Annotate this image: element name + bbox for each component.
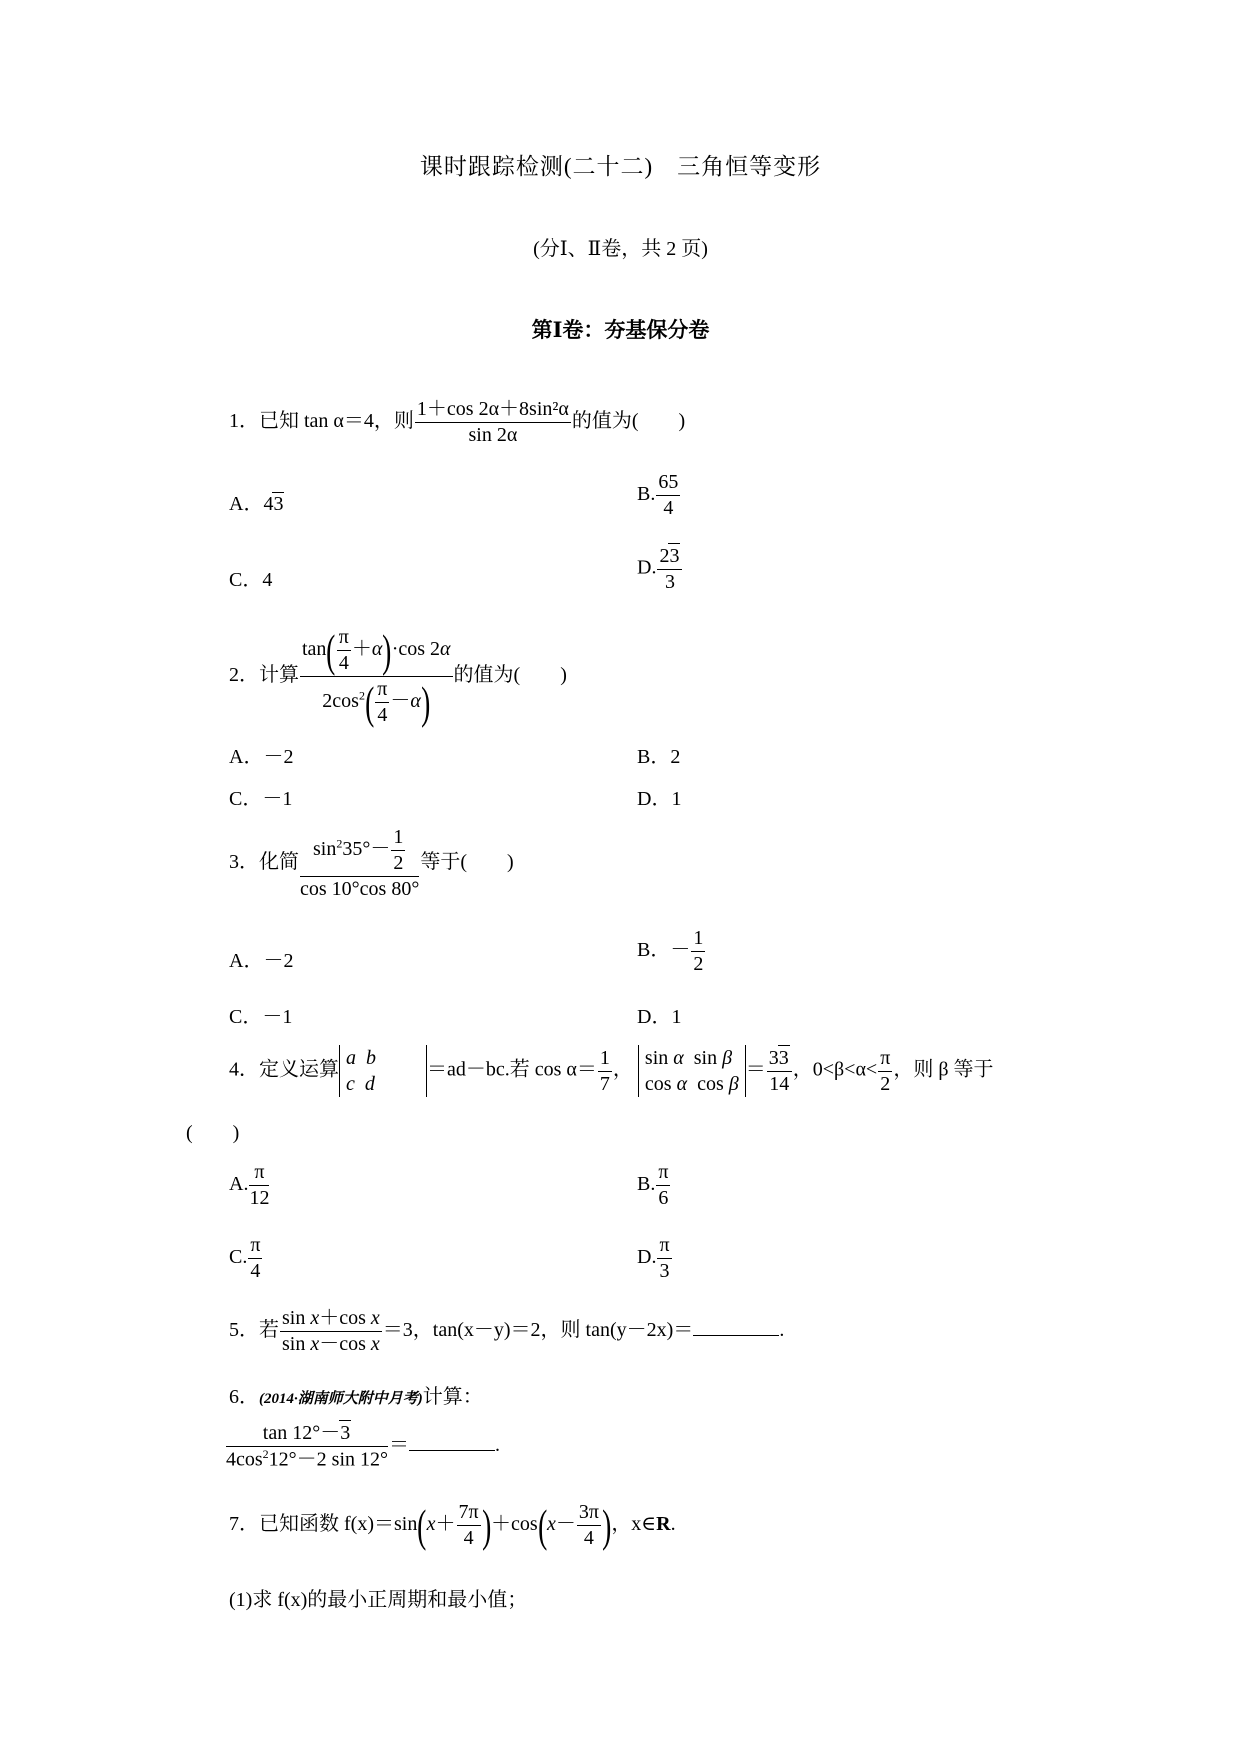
question-number: 3． (229, 851, 259, 874)
question-text: 的值为( ) (571, 410, 686, 433)
option-c[interactable]: C．－1 (229, 1006, 293, 1028)
option-b[interactable]: B. $\frac{65}{4}$ (637, 471, 679, 519)
question-number: 5． (229, 1319, 259, 1342)
question-7: 7．已知函数 f(x)＝sin(x＋ $\frac{7\pi}{4}$ )＋cos(x－ $\frac{3\pi}{4}$ )，x∈R. (229, 1499, 676, 1551)
option-d[interactable]: D．1 (637, 788, 682, 810)
fraction: tan( $\frac{\pi}{4}$ ＋α)·cos 2α $2\cos^2$( $\frac{\pi}{4}$ －α) (302, 624, 451, 728)
option-d[interactable]: D. $\frac{23}{3}$ (637, 543, 683, 595)
fraction: $\sin^235^\circ-$ $\frac{1}{2}$ cos 10°cos 80° (300, 826, 420, 900)
question-3 (229, 825, 514, 902)
fraction: $\frac{\text{sin x＋cos x}}{\text{sin x－cos x}}$ (282, 1307, 380, 1355)
option-a[interactable]: A．43 (229, 493, 284, 515)
answer-paren: ( ) (186, 1122, 240, 1144)
determinant: sin α sin β cos α cos β (638, 1045, 746, 1097)
question-text: ，0<β<α< (792, 1058, 878, 1081)
question-number: 2． (229, 664, 259, 687)
question-text: 已知函数 f(x)＝sin (259, 1513, 418, 1536)
option-b[interactable]: B．2 (637, 746, 681, 768)
question-4: 4．定义运算a b c d＝ad－bc.若 cos α＝ $\frac{1}{7}$ ， sin α sin β cos α cos β＝ $\frac{33}{14}$ ，0<β<α< $\frac{\pi}{2}$ ，则 β 等于 (229, 1046, 994, 1095)
question-text: 等于( ) (420, 851, 514, 874)
option-b[interactable]: B．－ $\frac{1}{2}$ (637, 927, 704, 975)
option-a[interactable]: A．－2 (229, 746, 294, 768)
section-heading: 第Ⅰ卷：夯基保分卷 (531, 318, 710, 342)
question-6-expression: $\frac{\tan 12^\circ-3}{4\cos^212^\circ-2 \sin 12^\circ}$ ＝ . (226, 1422, 501, 1471)
question-text: ，则 β 等于 (893, 1058, 994, 1081)
question-text: ＝ad－bc.若 cos α＝ (427, 1058, 597, 1081)
question-text: ，x∈ (611, 1513, 657, 1536)
question-text: 已知 tan α＝4，则 (259, 410, 414, 433)
question-text: 计算 (259, 664, 299, 687)
question-6 (229, 1380, 483, 1409)
option-d[interactable]: D．1 (637, 1006, 682, 1028)
option-c[interactable]: C．－1 (229, 788, 293, 810)
page-title: 课时跟踪检测(二十二) 三角恒等变形 (419, 154, 822, 179)
option-a[interactable]: A. $\frac{\pi}{12}$ (229, 1161, 270, 1209)
question-text: 定义运算 (259, 1058, 339, 1081)
denominator: sin 2α (468, 424, 518, 446)
option-a[interactable]: A．－2 (229, 950, 294, 972)
set-symbol: R (656, 1513, 671, 1536)
question-text: ＝3，tan(x－y)＝2，则 tan(y－2x)＝ (382, 1319, 694, 1342)
question-number: 4． (229, 1058, 259, 1081)
determinant: a b c d (339, 1045, 427, 1097)
question-text: ＋cos (490, 1513, 538, 1536)
question-number: 6． (229, 1386, 259, 1408)
option-c[interactable]: C. $\frac{\pi}{4}$ (229, 1234, 261, 1282)
question-text: 计算： (422, 1386, 483, 1408)
question-number: 7． (229, 1513, 259, 1536)
page-subtitle: (分Ⅰ、Ⅱ卷，共 2 页) (533, 238, 708, 260)
answer-blank[interactable] (693, 1315, 779, 1336)
question-7-part-1: (1)求 f(x)的最小正周期和最小值； (229, 1589, 528, 1611)
source-label: (2014·湖南师大附中月考) (259, 1391, 423, 1407)
question-number: 1． (229, 410, 259, 433)
answer-blank[interactable] (409, 1430, 495, 1451)
denominator: cos 10°cos 80° (300, 878, 420, 900)
question-text: 化简 (259, 851, 299, 874)
option-b[interactable]: B. $\frac{\pi}{6}$ (637, 1161, 669, 1209)
option-d[interactable]: D. $\frac{\pi}{3}$ (637, 1234, 670, 1282)
question-5: 5．若 $\frac{\text{sin x＋cos x}}{\text{sin x－cos x}}$ ＝3，tan(x－y)＝2，则 tan(y－2x)＝ . (229, 1307, 785, 1355)
question-2 (229, 625, 567, 728)
question-text: 的值为( ) (453, 664, 567, 687)
fraction: $\frac{\tan 12^\circ-3}{4\cos^212^\circ-2 \sin 12^\circ}$ (226, 1422, 389, 1471)
numerator: 1＋cos 2α＋8sin²α (415, 397, 571, 423)
question-1 (229, 397, 685, 448)
option-c[interactable]: C．4 (229, 569, 273, 591)
question-text: 若 (259, 1319, 279, 1342)
fraction (415, 397, 571, 448)
